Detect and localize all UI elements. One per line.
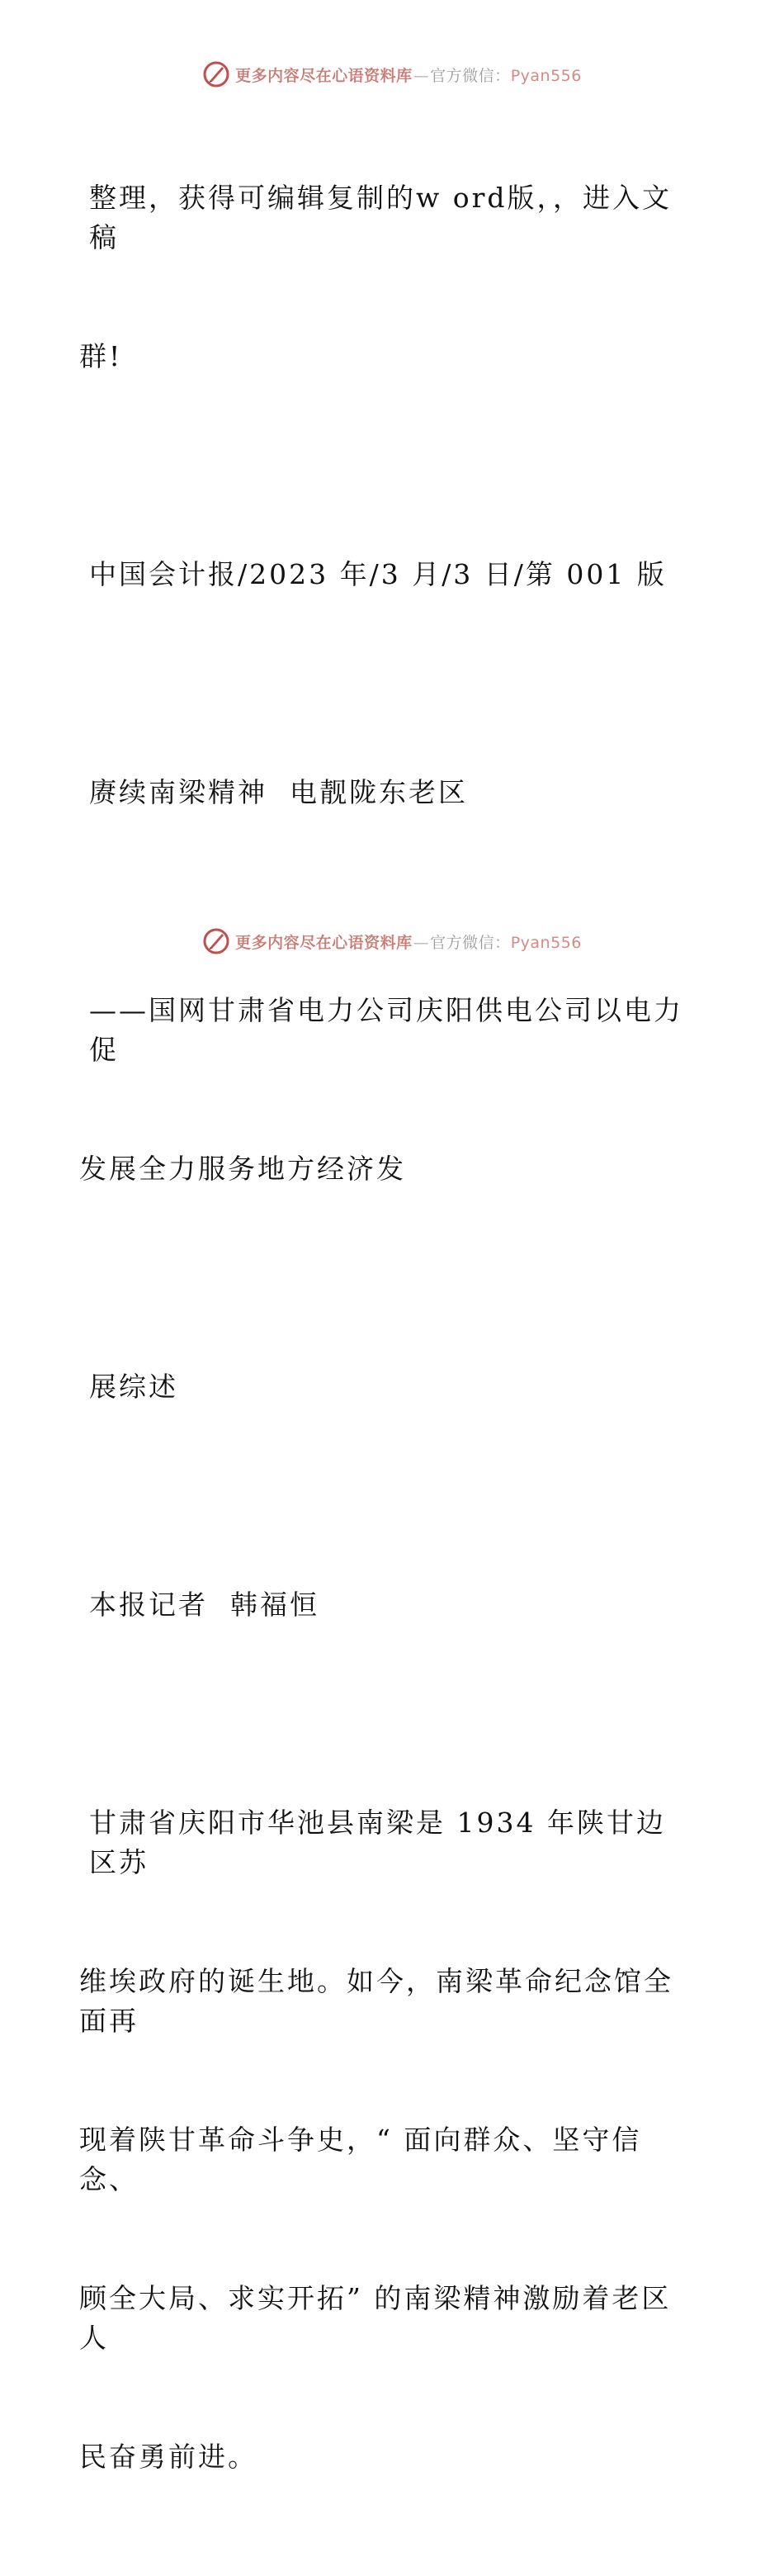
watermark-dash: — bbox=[413, 66, 430, 85]
footer-watermark bbox=[0, 925, 784, 958]
watermark-main-text: 更多内容尽在心语资料库 bbox=[235, 66, 413, 85]
document-body bbox=[79, 99, 690, 2576]
text-line: 赓续南梁精神 电靓陇东老区 bbox=[89, 776, 468, 808]
text-line: 发展全力服务地方经济发 bbox=[79, 1153, 406, 1185]
watermark-main-text: 更多内容尽在心语资料库 bbox=[235, 933, 413, 952]
paragraph-intro bbox=[79, 99, 690, 456]
text-line: 群! bbox=[79, 340, 123, 372]
header-watermark bbox=[0, 58, 784, 91]
text-line: 现着陕甘革命斗争史，“ 面向群众、坚守信念、 bbox=[79, 2124, 642, 2195]
watermark-wechat-label: 官方微信： bbox=[430, 66, 511, 85]
text-line: 中国会计报/2023 年/3 月/3 日/第 001 版 bbox=[89, 558, 667, 590]
text-line: 民奋勇前进。 bbox=[79, 2441, 257, 2473]
watermark-wechat-id: Pyan556 bbox=[510, 66, 582, 85]
watermark-text bbox=[235, 930, 582, 953]
quill-logo-icon bbox=[202, 60, 230, 88]
text-line: 甘肃省庆阳市华池县南梁是 1934 年陕甘边区苏 bbox=[89, 1807, 666, 1878]
paragraph-source bbox=[79, 476, 690, 674]
article-subheadline bbox=[79, 912, 690, 1268]
article-byline bbox=[79, 1506, 690, 1704]
watermark-wechat-id: Pyan556 bbox=[510, 933, 582, 952]
watermark-text bbox=[235, 64, 582, 86]
text-line: 整理，获得可编辑复制的w ord版，，进入文稿 bbox=[89, 182, 673, 253]
article-body-paragraph bbox=[79, 1724, 690, 2556]
text-line: ——国网甘肃省电力公司庆阳供电公司以电力促 bbox=[89, 994, 683, 1066]
article-headline bbox=[79, 694, 690, 892]
quill-logo-icon bbox=[202, 927, 230, 955]
article-subheadline-cont bbox=[79, 1288, 690, 1486]
text-line: 维埃政府的诞生地。如今，南梁革命纪念馆全面再 bbox=[79, 1965, 673, 2037]
text-line: 顾全大局、求实开拓” 的南梁精神激励着老区人 bbox=[79, 2282, 672, 2354]
watermark-dash: — bbox=[413, 933, 430, 952]
text-line: 本报记者 韩福恒 bbox=[89, 1589, 319, 1621]
watermark-wechat-label: 官方微信： bbox=[430, 933, 511, 952]
text-line: 展综述 bbox=[89, 1371, 178, 1403]
